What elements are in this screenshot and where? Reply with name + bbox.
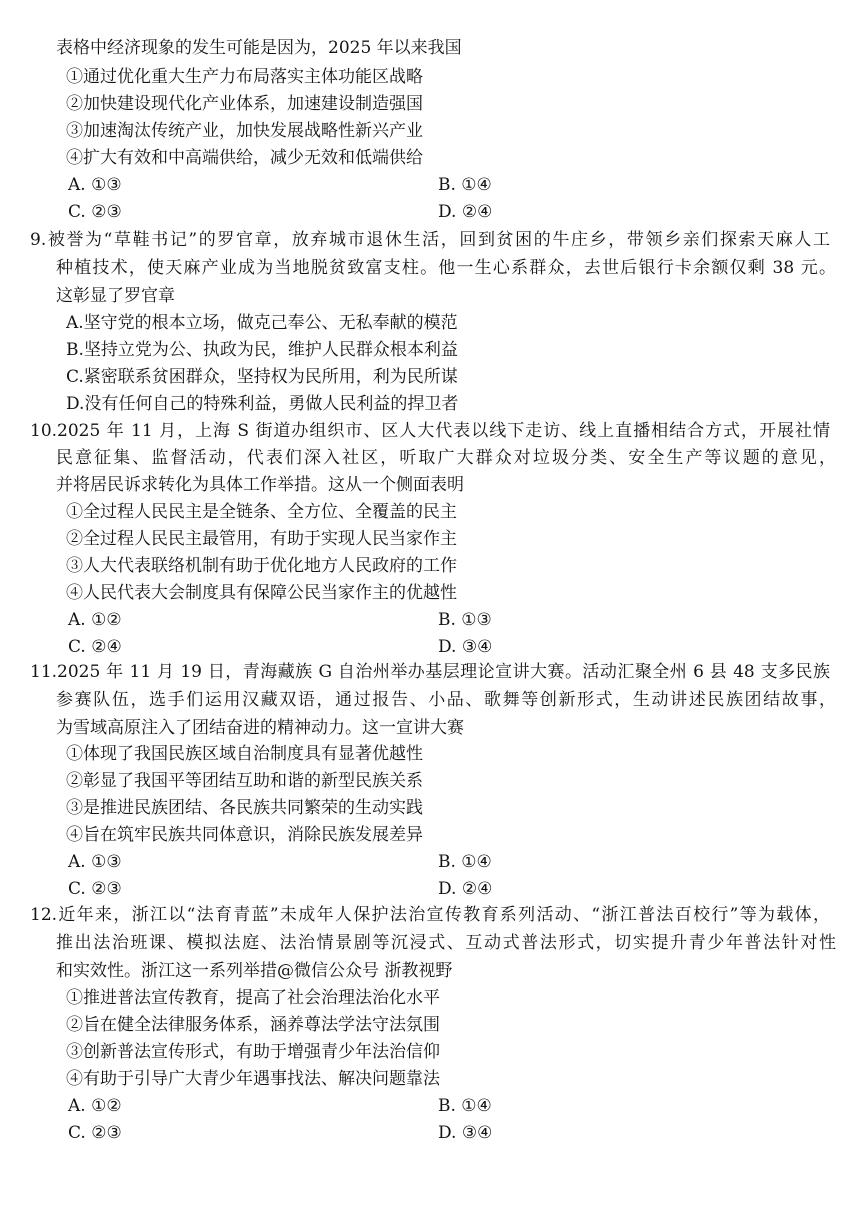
option-d: D. ②④ (438, 202, 493, 222)
q12-option-d: D. ③④ (438, 1123, 493, 1143)
q10-stem-line-1: 10.2025 年 11 月，上海 S 街道办组织市、区人大代表以线下走访、线上直播相结合方式，开展社情 (30, 421, 830, 441)
q11-statement-3: ③是推进民族团结、各民族共同繁荣的生动实践 (66, 798, 423, 818)
q9-stem-line-3: 这彰显了罗官章 (56, 286, 175, 306)
q11-stem-line-2: 参赛队伍，选手们运用汉藏双语，通过报告、小品、歌舞等创新形式，生动讲述民族团结故事， (56, 690, 836, 710)
q9-stem-line-2: 种植技术，使天麻产业成为当地脱贫致富支柱。他一生心系群众，去世后银行卡余额仅剩 38 元。 (56, 258, 836, 278)
q12-statement-3: ③创新普法宣传形式，有助于增强青少年法治信仰 (66, 1042, 440, 1062)
q11-option-b: B. ①④ (438, 852, 492, 872)
q12-statement-1: ①推进普法宣传教育，提高了社会治理法治化水平 (66, 988, 440, 1008)
q12-option-b: B. ①④ (438, 1096, 492, 1116)
q12-stem-line-3: 和实效性。浙江这一系列举措@微信公众号 浙教视野 (56, 961, 453, 981)
q11-stem-line-3: 为雪域高原注入了团结奋进的精神动力。这一宣讲大赛 (56, 718, 464, 738)
q12-statement-2: ②旨在健全法律服务体系，涵养尊法学法守法氛围 (66, 1015, 440, 1035)
q10-option-d: D. ③④ (438, 637, 493, 657)
option-c: C. ②③ (68, 202, 122, 222)
q10-statement-3: ③人大代表联络机制有助于优化地方人民政府的工作 (66, 556, 457, 576)
q11-option-c: C. ②③ (68, 879, 122, 899)
q10-option-a: A. ①② (68, 610, 122, 630)
option-a: A. ①③ (68, 175, 122, 195)
q9-option-a: A.坚守党的根本立场，做克己奉公、无私奉献的模范 (66, 313, 458, 333)
statement-3: ③加速淘汰传统产业，加快发展战略性新兴产业 (66, 121, 423, 141)
intro-line: 表格中经济现象的发生可能是因为，2025 年以来我国 (56, 38, 462, 58)
q10-stem-line-2: 民意征集、监督活动，代表们深入社区，听取广大群众对垃圾分类、安全生产等议题的意见， (56, 448, 836, 468)
q10-statement-4: ④人民代表大会制度具有保障公民当家作主的优越性 (66, 583, 457, 603)
q10-statement-2: ②全过程人民民主最管用，有助于实现人民当家作主 (66, 529, 457, 549)
q9-stem-line-1: 9.被誉为“草鞋书记”的罗官章，放弃城市退休生活，回到贫困的牛庄乡，带领乡亲们探索天麻人工 (30, 230, 830, 250)
q12-option-a: A. ①② (68, 1096, 122, 1116)
q12-option-c: C. ②③ (68, 1123, 122, 1143)
q11-option-d: D. ②④ (438, 879, 493, 899)
q9-option-c: C.紧密联系贫困群众，坚持权为民所用，利为民所谋 (66, 367, 458, 387)
q11-statement-4: ④旨在筑牢民族共同体意识，消除民族发展差异 (66, 825, 423, 845)
q12-stem-line-2: 推出法治班课、模拟法庭、法治情景剧等沉浸式、互动式普法形式，切实提升青少年普法针对性 (56, 933, 836, 953)
q10-option-c: C. ②④ (68, 637, 122, 657)
statement-1: ①通过优化重大生产力布局落实主体功能区战略 (66, 67, 423, 87)
q11-option-a: A. ①③ (68, 852, 122, 872)
q12-stem-line-1: 12.近年来，浙江以“法育青蓝”未成年人保护法治宣传教育系列活动、“浙江普法百校行”等为载体， (30, 905, 830, 925)
option-b: B. ①④ (438, 175, 492, 195)
q10-option-b: B. ①③ (438, 610, 492, 630)
q11-statement-2: ②彰显了我国平等团结互助和谐的新型民族关系 (66, 771, 423, 791)
statement-4: ④扩大有效和中高端供给，减少无效和低端供给 (66, 148, 423, 168)
q11-statement-1: ①体现了我国民族区域自治制度具有显著优越性 (66, 744, 423, 764)
q12-statement-4: ④有助于引导广大青少年遇事找法、解决问题靠法 (66, 1069, 440, 1089)
q10-stem-line-3: 并将居民诉求转化为具体工作举措。这从一个侧面表明 (56, 475, 464, 495)
statement-2: ②加快建设现代化产业体系，加速建设制造强国 (66, 94, 423, 114)
q11-stem-line-1: 11.2025 年 11 月 19 日，青海藏族 G 自治州举办基层理论宣讲大赛。活动汇聚全州 6 县 48 支多民族 (30, 662, 830, 682)
q10-statement-1: ①全过程人民民主是全链条、全方位、全覆盖的民主 (66, 502, 457, 522)
q9-option-d: D.没有任何自己的特殊利益，勇做人民利益的捍卫者 (66, 394, 459, 414)
q9-option-b: B.坚持立党为公、执政为民，维护人民群众根本利益 (66, 340, 458, 360)
